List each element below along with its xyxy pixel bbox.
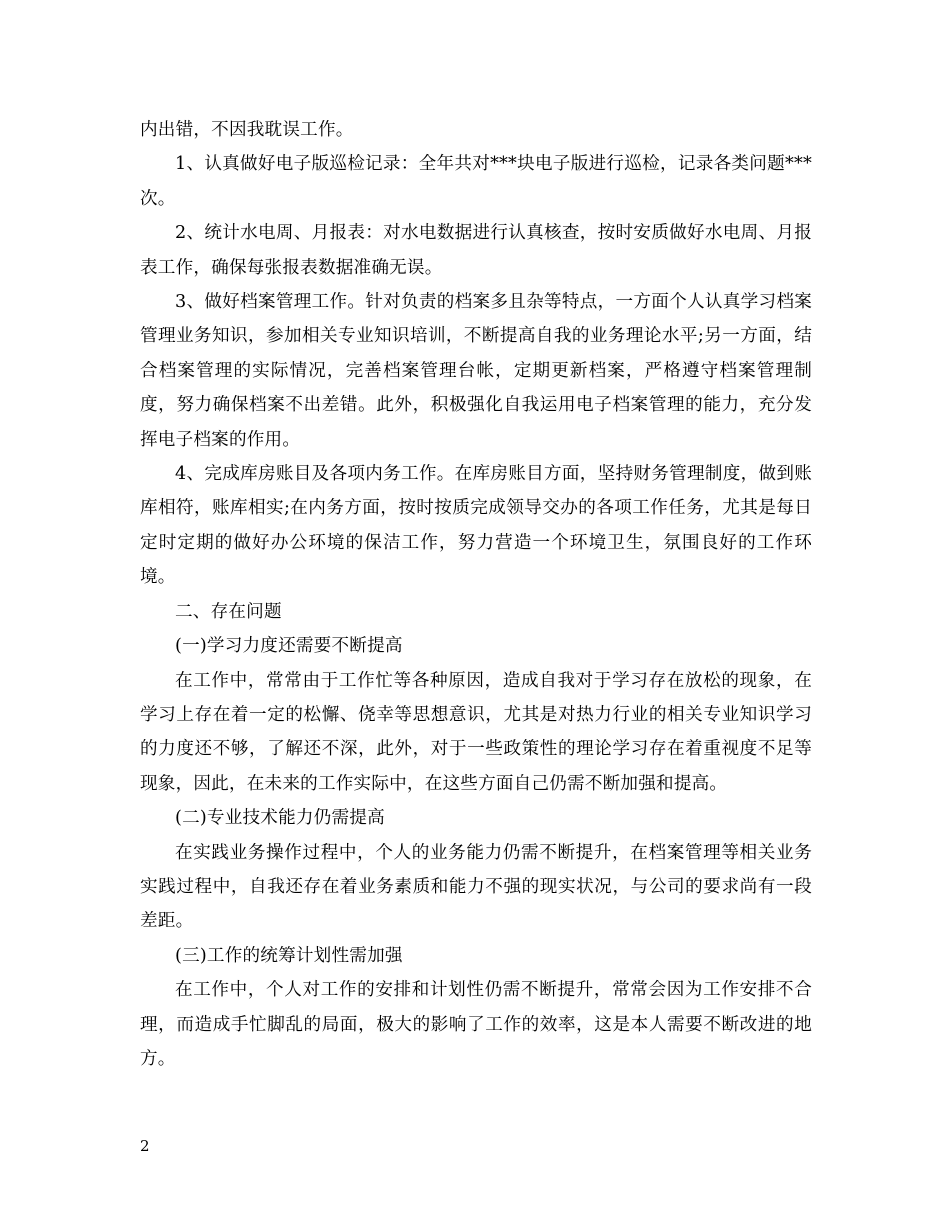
subsection-heading: (三)工作的统筹计划性需加强 <box>175 945 403 966</box>
paragraph: 在工作中，常常由于工作忙等各种原因，造成自我对于学习存在放松的现象，在学习上存在着一定的松懈、侥幸等思想意识，尤其是对热力行业的相关专业知识学习的力度还不够，了解还不深，此外，对于一些政策性的理论学习存在着重视度不足等现象，因此，在未来的工作实际中，在这些方面自己仍需不断加强和提高。 <box>140 670 812 794</box>
page-number: 2 <box>140 1137 150 1155</box>
paragraph: 4、完成库房账目及各项内务工作。在库房账目方面，坚持财务管理制度，做到账库相符，账库相实;在内务方面，按时按质完成领导交办的各项工作任务，尤其是每日定时定期的做好办公环境的保洁工作，努力营造一个环境卫生，氛围良好的工作环境。 <box>140 464 812 588</box>
document-body <box>140 113 812 1076</box>
paragraph: 1、认真做好电子版巡检记录：全年共对***块电子版进行巡检，记录各类问题***次。 <box>140 154 812 209</box>
paragraph: 3、做好档案管理工作。针对负责的档案多且杂等特点，一方面个人认真学习档案管理业务知识，参加相关专业知识培训，不断提高自我的业务理论水平;另一方面，结合档案管理的实际情况，完善档案管理台帐，定期更新档案，严格遵守档案管理制度，努力确保档案不出差错。此外，积极强化自我运用电子档案管理的能力，充分发挥电子档案的作用。 <box>140 292 812 450</box>
paragraph: 2、统计水电周、月报表：对水电数据进行认真核查，按时安质做好水电周、月报表工作，确保每张报表数据准确无误。 <box>140 223 812 278</box>
paragraph: 在实践业务操作过程中，个人的业务能力仍需不断提升，在档案管理等相关业务实践过程中，自我还存在着业务素质和能力不强的现实状况，与公司的要求尚有一段差距。 <box>140 842 812 932</box>
subsection-heading: (一)学习力度还需要不断提高 <box>175 636 403 657</box>
section-heading: 二、存在问题 <box>175 601 282 622</box>
paragraph: 内出错，不因我耽误工作。 <box>140 120 354 140</box>
paragraph: 在工作中，个人对工作的安排和计划性仍需不断提升，常常会因为工作安排不合理，而造成手忙脚乱的局面，极大的影响了工作的效率，这是本人需要不断改进的地方。 <box>140 980 812 1069</box>
subsection-heading: (二)专业技术能力仍需提高 <box>175 808 385 829</box>
